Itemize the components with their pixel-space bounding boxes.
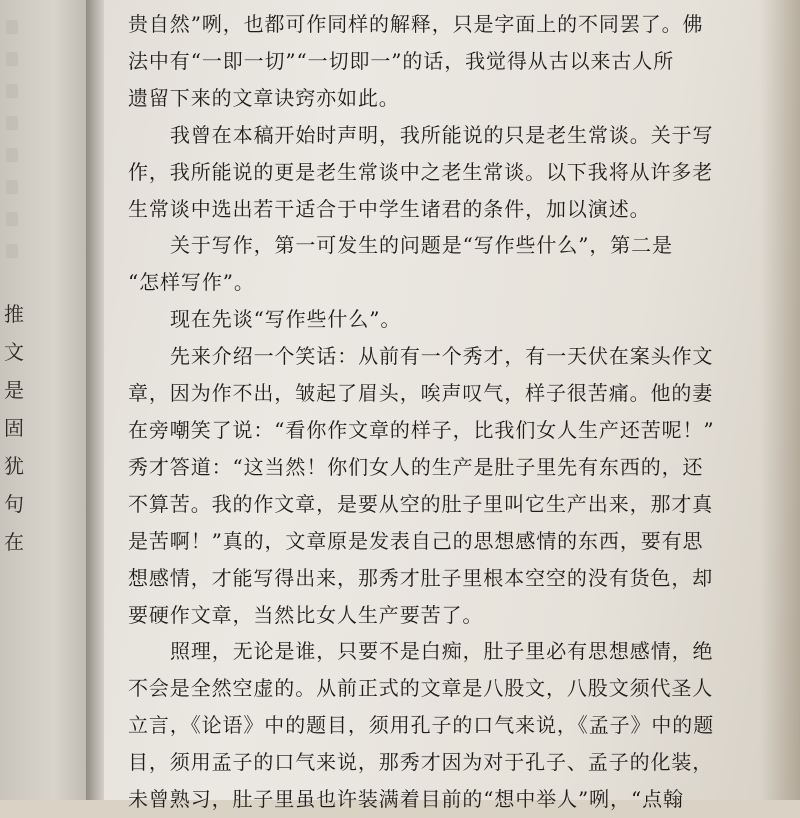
text-line: “怎样写作”。: [128, 270, 255, 295]
left-page-faint-text: [6, 20, 18, 258]
left-page-chars: [4, 298, 24, 558]
text-line: 照理，无论是谁，只要不是白痴，肚子里必有思想感情，绝: [170, 639, 714, 664]
text-line: 生常谈中选出若干适合于中学生诸君的条件，加以演述。: [128, 196, 651, 221]
text-line: 先来介绍一个笑话：从前有一个秀才，有一天伏在案头作文: [170, 344, 714, 369]
text-line: 遗留下来的文章诀窍亦如此。: [128, 85, 400, 110]
text-line: 作，我所能说的更是老生常谈中之老生常谈。以下我将从许多老: [128, 159, 714, 184]
text-line: 我曾在本稿开始时声明，我所能说的只是老生常谈。关于写: [170, 122, 714, 147]
left-page-char: 推: [4, 302, 24, 326]
text-line: 贵自然”咧，也都可作同样的解释，只是字面上的不同罢了。佛: [128, 12, 704, 36]
text-line: 在旁嘲笑了说：“看你作文章的样子，比我们女人生产还苦呢！”: [128, 417, 715, 442]
page-body-text: [128, 6, 768, 818]
text-line: 立言，《论语》中的题目，须用孔子的口气来说，《孟子》中的题: [128, 713, 715, 738]
text-line: 现在先谈“写作些什么”。: [170, 307, 402, 332]
left-page: [0, 0, 90, 800]
text-line: 想感情，才能写得出来，那秀才肚子里根本空空的没有货色，却: [128, 565, 714, 590]
text-line: 是苦啊！”真的，文章原是发表自己的思想感情的东西，要有思: [128, 528, 704, 553]
left-page-char: 文: [4, 340, 24, 364]
text-line: 未曾熟习，肚子里虽也许装满着目前的“想中举人”咧，“点翰: [128, 787, 684, 812]
text-line: 秀才答道：“这当然！你们女人的生产是肚子里先有东西的，还: [128, 454, 704, 479]
text-line: 要硬作文章，当然比女人生产要苦了。: [128, 602, 484, 627]
text-line: 法中有“一即一切”“一切即一”的话，我觉得从古以来古人所: [128, 48, 675, 73]
left-page-char: 在: [4, 530, 24, 554]
text-line: 不会是全然空虚的。从前正式的文章是八股文，八股文须代圣人: [128, 676, 714, 701]
left-page-char: 固: [4, 416, 24, 440]
text-line: 关于写作，第一可发生的问题是“写作些什么”，第二是: [170, 233, 673, 258]
text-line: 不算苦。我的作文章，是要从空的肚子里叫它生产出来，那才真: [128, 491, 714, 516]
text-line: 章，因为作不出，皱起了眉头，唉声叹气，样子很苦痛。他的妻: [128, 381, 714, 406]
left-page-char: 是: [4, 378, 24, 402]
left-page-char: 句: [4, 492, 24, 516]
text-line: 目，须用孟子的口气来说，那秀才因为对于孔子、孟子的化装，: [128, 750, 714, 775]
left-page-char: 犹: [4, 454, 24, 478]
